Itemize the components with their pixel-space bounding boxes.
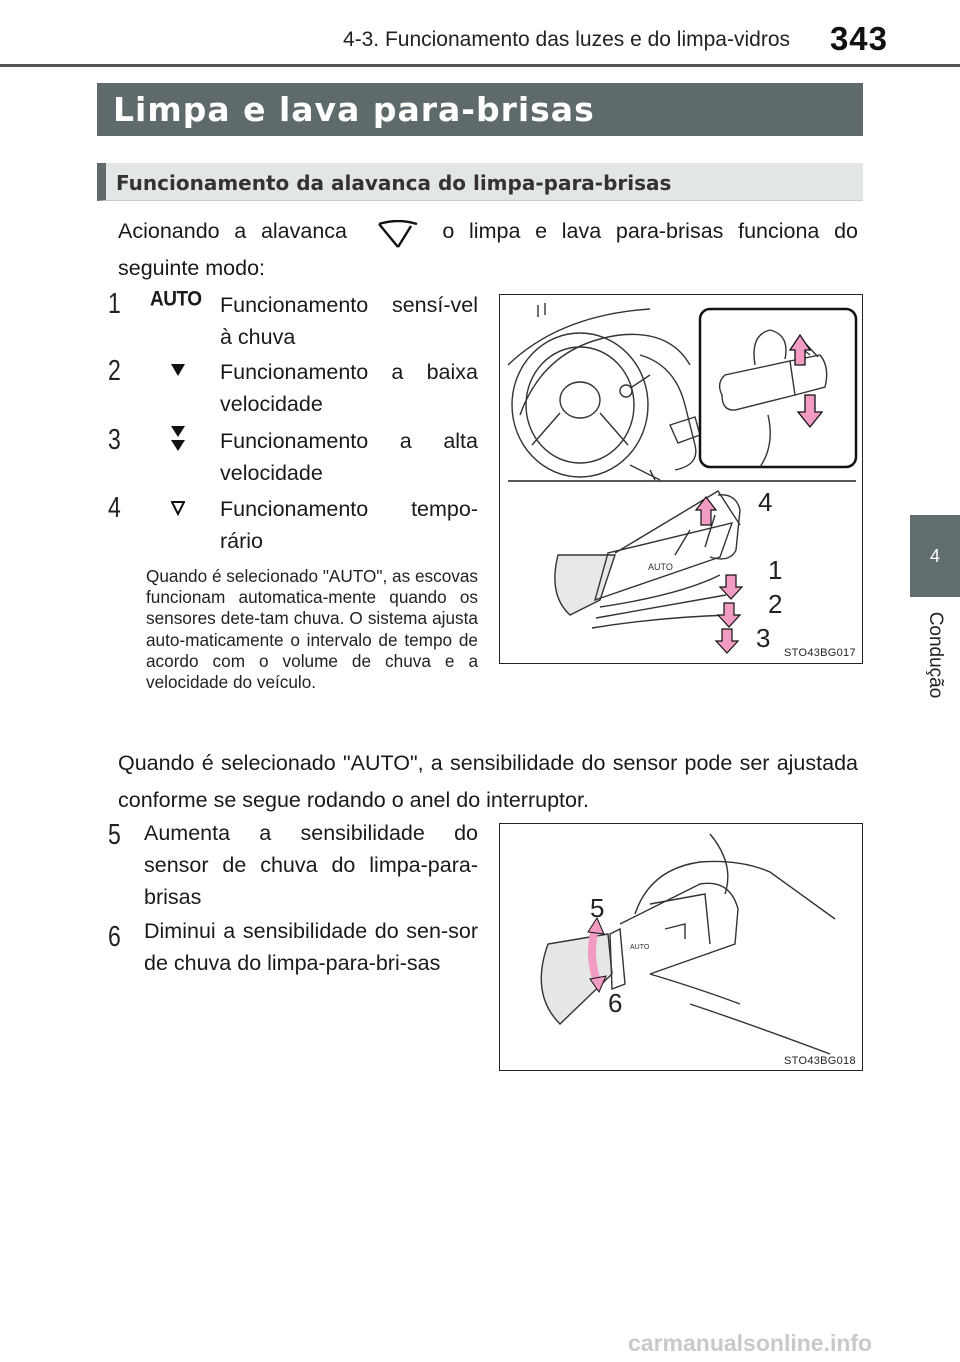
- item-number-1: 1: [108, 286, 121, 320]
- item-number-4: 4: [108, 490, 121, 524]
- intro-text-after: o limpa e lava para-brisas funciona do seguinte modo:: [118, 219, 858, 280]
- page-number: 343: [829, 20, 888, 57]
- callout-1: 1: [768, 555, 783, 585]
- figure-code-2: STO43BG018: [784, 1055, 856, 1067]
- section-title-bar: [97, 83, 863, 136]
- increase-sensitivity-text: Aumenta a sensibilidade do sensor de chuva do limpa-para-brisas: [144, 821, 478, 909]
- callout-3: 3: [756, 623, 771, 653]
- intro-text-before: Acionando a alavanca: [118, 219, 348, 243]
- wiper-lever-figure: [499, 294, 863, 664]
- wiper-lever-icon: [377, 220, 419, 250]
- mode-high-speed-text: Funcionamento a alta velocidade: [220, 429, 478, 485]
- item-number-6: 6: [108, 919, 121, 953]
- subsection-title-bar: [97, 163, 863, 201]
- mode-mist-text: Funcionamento tempo-rário: [220, 497, 478, 553]
- intro-paragraph: [118, 213, 858, 287]
- lever-auto-label: AUTO: [648, 562, 673, 572]
- sensitivity-ring-figure: [499, 823, 863, 1071]
- ring-auto-label: AUTO: [630, 944, 650, 951]
- section-title: Limpa e lava para-brisas: [113, 90, 595, 129]
- mode-low-speed-text: Funcionamento a baixa velocidade: [220, 360, 478, 416]
- item-number-5: 5: [108, 817, 121, 851]
- sensitivity-ring-illustration: [500, 824, 862, 1070]
- subsection-title: Funcionamento da alavanca do limpa-para-brisas: [116, 171, 672, 195]
- mode-rain-sensing-text: Funcionamento sensí-vel à chuva: [220, 293, 478, 349]
- high-speed-icon: [170, 424, 186, 454]
- section-header: 4-3. Funcionamento das luzes e do limpa-vidros: [342, 28, 790, 51]
- callout-4: 4: [758, 487, 773, 517]
- callout-2: 2: [768, 589, 783, 619]
- auto-symbol: AUTO: [150, 287, 202, 311]
- callout-6: 6: [608, 988, 623, 1018]
- watermark: carmanualsonline.info: [628, 1330, 873, 1356]
- low-speed-icon: [170, 362, 186, 378]
- item-number-3: 3: [108, 422, 121, 456]
- callout-5: 5: [590, 893, 605, 923]
- mist-icon: [171, 500, 185, 516]
- chapter-tab[interactable]: 4: [910, 515, 960, 597]
- figure-code-1: STO43BG017: [784, 647, 856, 659]
- chapter-label: Condução: [925, 611, 946, 699]
- item-number-2: 2: [108, 353, 121, 387]
- sensitivity-paragraph: Quando é selecionado "AUTO", a sensibilidade do sensor pode ser ajustada conforme se segue rodando o anel do interruptor.: [118, 751, 858, 812]
- decrease-sensitivity-text: Diminui a sensibilidade do sen-sor de chuva do limpa-para-bri-sas: [144, 919, 478, 975]
- auto-note: Quando é selecionado "AUTO", as escovas funcionam automatica-mente quando os sensores dete-tam chuva. O sistema ajusta auto-maticamente o intervalo de tempo de acordo com o volume de chuva e a velocidade do veículo.: [146, 566, 478, 693]
- wiper-lever-illustration: [500, 295, 862, 663]
- header-rule: [0, 64, 960, 67]
